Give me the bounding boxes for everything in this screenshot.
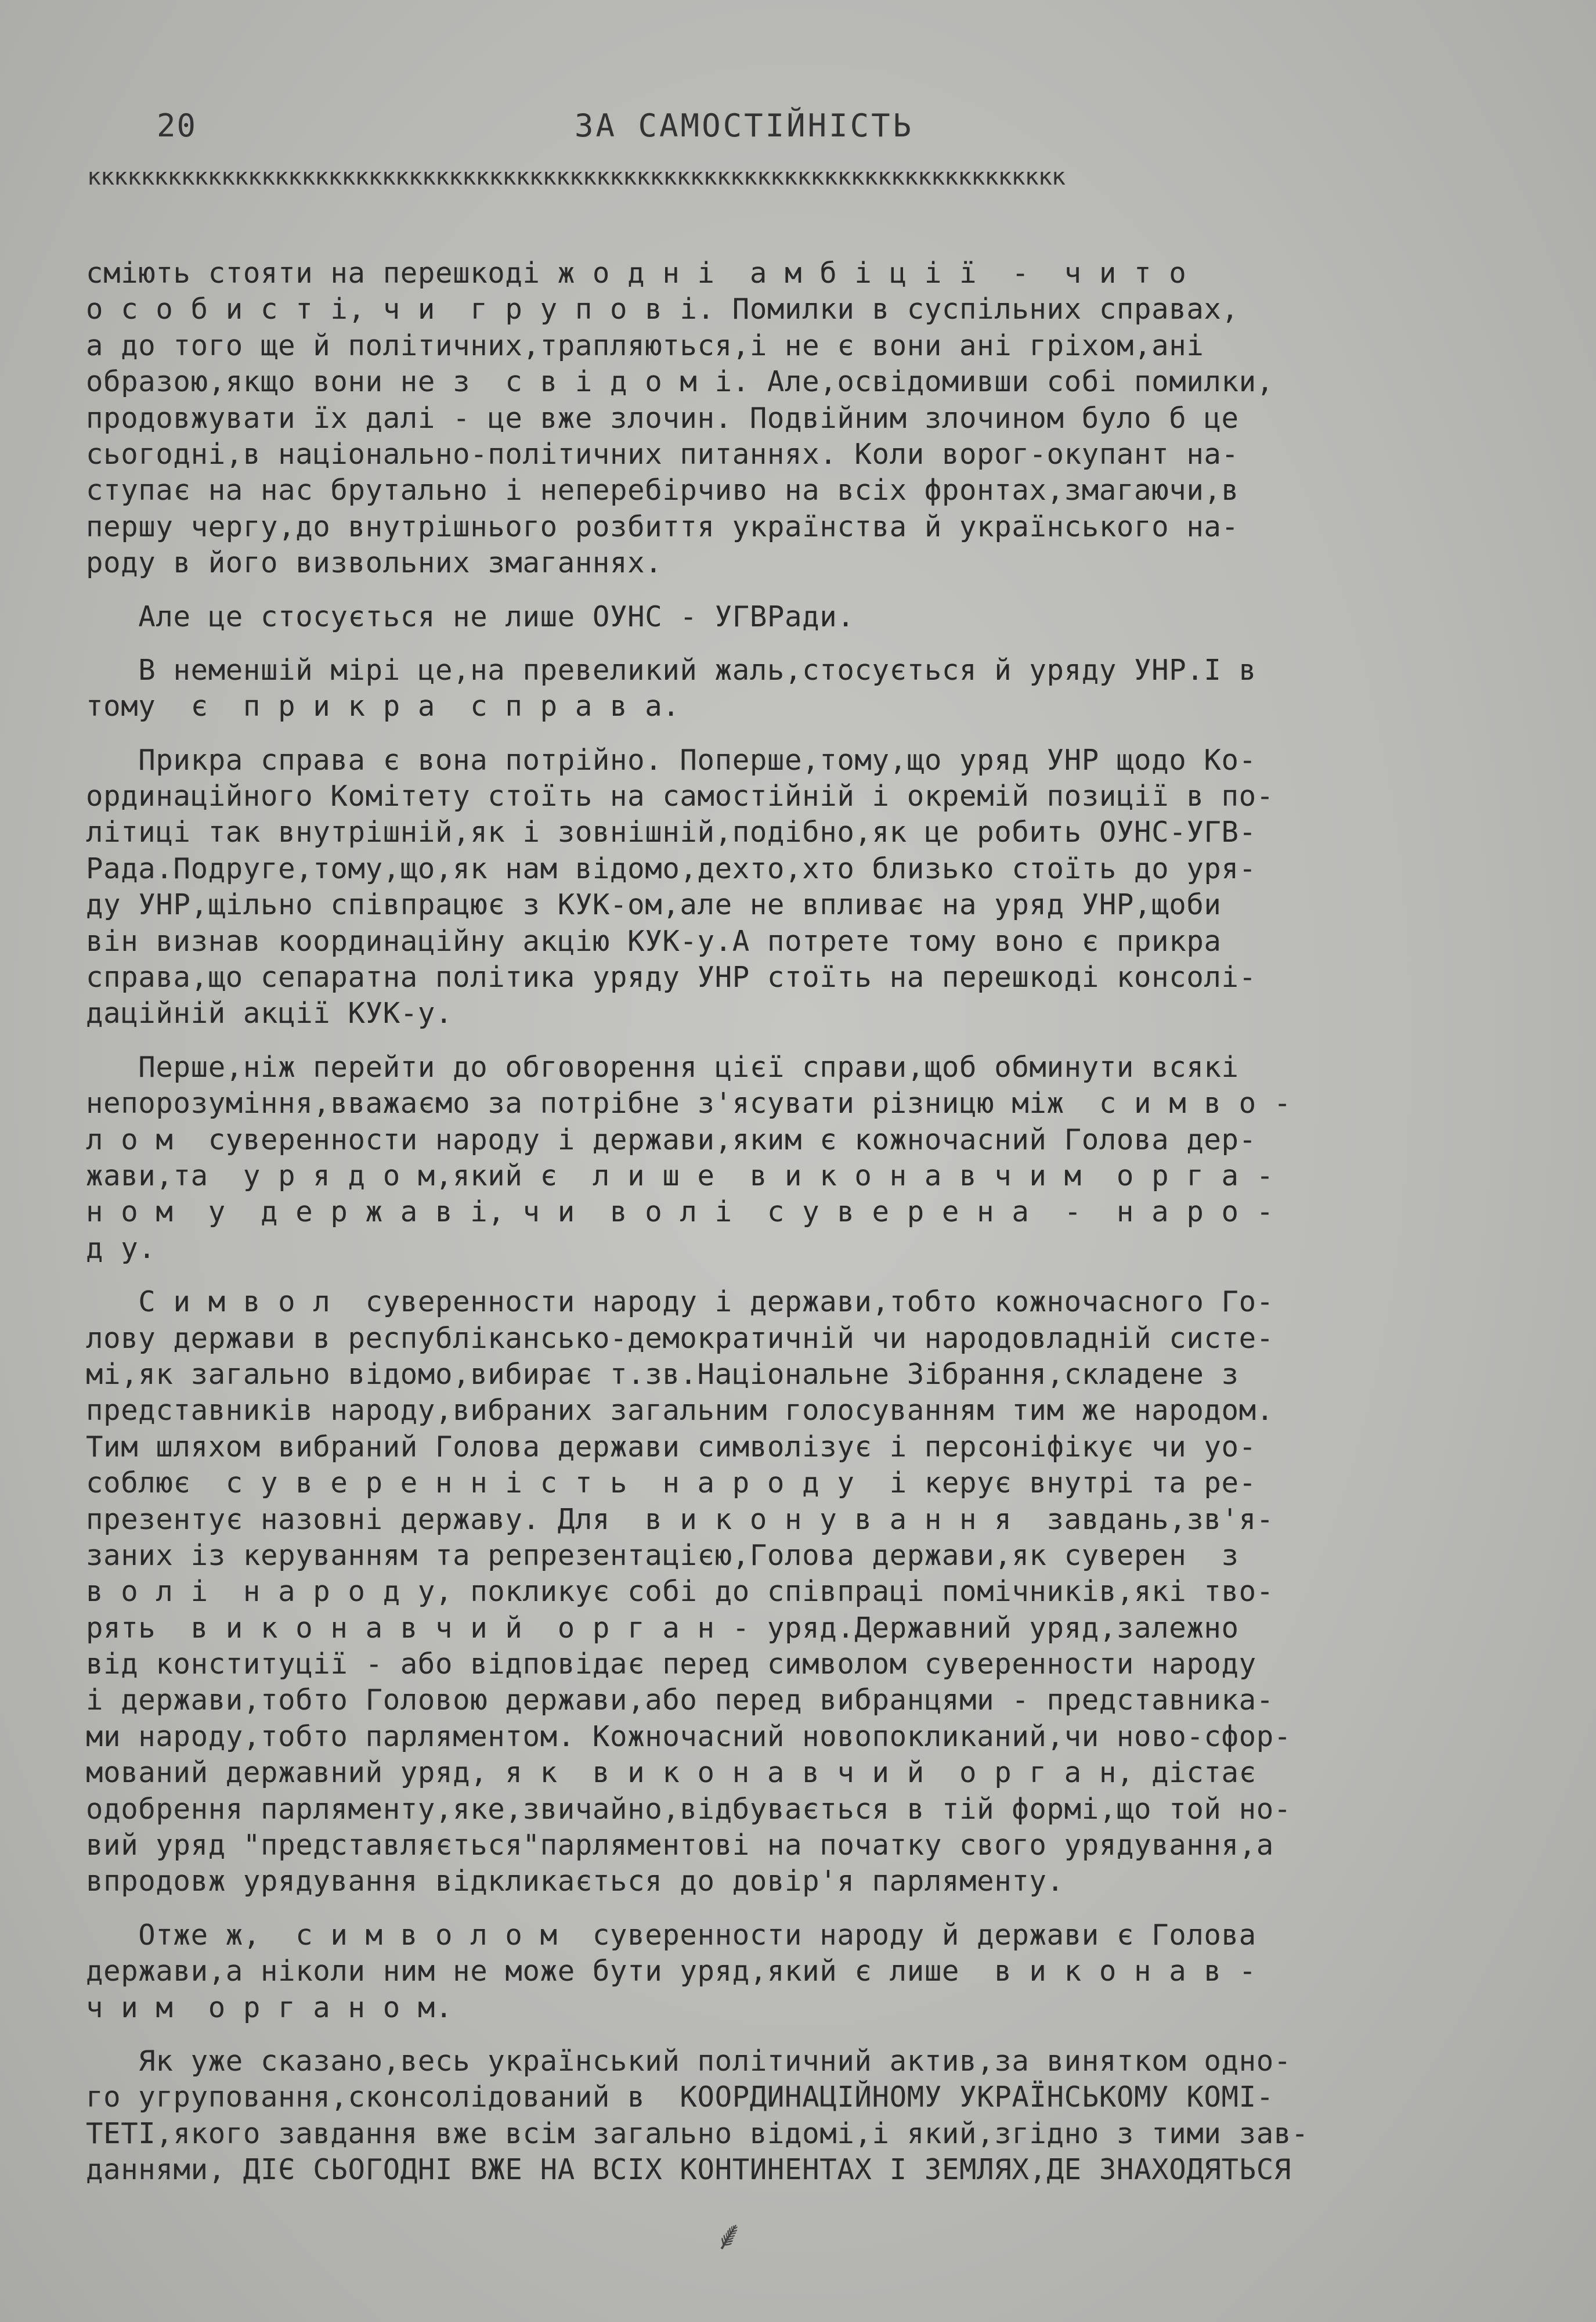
text-line: Прикра справа є вона потрійно. Поперше,тому,що уряд УНР щодо Ко- xyxy=(86,743,1256,777)
text-line: одобрення парляменту,яке,звичайно,відбувається в тій формі,що той но- xyxy=(86,1792,1291,1826)
text-line: впродовж урядування відкликається до довір'я парляменту. xyxy=(86,1865,1064,1898)
page-header xyxy=(157,107,1486,154)
text-line: жави,та у р я д о м,який є л и ш е в и к о н а в ч и м о р г а - xyxy=(86,1159,1274,1192)
text-line: С и м в о л суверенности народу і держави,тобто кожночасного Го- xyxy=(86,1285,1274,1319)
text-line: Тим шляхом вибраний Голова держави символізує і персоніфікує чи уо- xyxy=(86,1430,1256,1463)
paragraph-gap xyxy=(86,2026,1525,2043)
text-line: мі,як загально відомо,вибирає т.зв.Національне Зібрання,складене з xyxy=(86,1357,1239,1391)
text-line: ТЕТІ,якого завдання вже всім загально відомі,і який,згідно з тими зав- xyxy=(86,2117,1309,2150)
text-line: від конституції - або відповідає перед символом суверенности народу xyxy=(86,1647,1256,1681)
text-line: сміють стояти на перешкоді ж о д н і а м б і ц і ї - ч и т о xyxy=(86,257,1187,290)
text-line: даційній акції КУК-у. xyxy=(86,997,453,1030)
text-line: го угруповання,сконсолідований в КООРДИНАЦІЙНОМУ УКРАЇНСЬКОМУ КОМІ- xyxy=(86,2081,1274,2114)
page-number: 20 xyxy=(157,107,197,144)
paragraph xyxy=(86,742,1525,1032)
text-line: тому є п р и к р а с п р а в а. xyxy=(86,690,680,723)
text-line: літиці так внутрішній,як і зовнішній,подібно,як це робить ОУНС-УГВ- xyxy=(86,816,1256,849)
paragraph-gap xyxy=(86,1032,1525,1050)
text-line: В неменшій мірі це,на превеликий жаль,стосується й уряду УНР.І в xyxy=(86,653,1256,687)
text-line: мований державний уряд, я к в и к о н а в ч и й о р г а н, дістає xyxy=(86,1756,1256,1790)
text-line: образою,якщо вони не з с в і д о м і. Але,освідомивши собі помилки, xyxy=(86,365,1274,399)
paragraph xyxy=(86,1917,1525,2026)
text-line: ду УНР,щільно співпрацює з КУК-ом,але не впливає на уряд УНР,щоби xyxy=(86,888,1222,922)
text-line: продовжувати їх далі - це вже злочин. Подвійним злочином було б це xyxy=(86,401,1239,435)
text-line: рять в и к о н а в ч и й о р г а н - уряд.Державний уряд,залежно xyxy=(86,1611,1239,1645)
text-line: Перше,ніж перейти до обговорення цієї справи,щоб обминути всякі xyxy=(86,1050,1239,1084)
text-line: справа,що сепаратна політика уряду УНР стоїть на перешкоді консолі- xyxy=(86,961,1256,994)
paragraph-gap xyxy=(86,1900,1525,1917)
text-line: а до того ще й політичних,трапляються,і не є вони ані гріхом,ані xyxy=(86,329,1204,362)
paragraph-gap xyxy=(86,635,1525,652)
text-line: Рада.Подруге,тому,що,як нам відомо,дехто,хто близько стоїть до уря- xyxy=(86,852,1256,885)
text-line: даннями, ДІЄ СЬОГОДНІ ВЖЕ НА ВСІХ КОНТИНЕНТАХ І ЗЕМЛЯХ,ДЕ ЗНАХОДЯТЬСЯ xyxy=(86,2153,1291,2187)
header-rule: ккккккккккккккккккккккккккккккккккккккккккккккккккккккккккккккккккккккккк xyxy=(87,164,1065,190)
text-line: ординаційного Комітету стоїть на самостійній і окремій позиції в по- xyxy=(86,780,1274,813)
paragraph xyxy=(86,2043,1525,2188)
text-line: сьогодні,в національно-політичних питаннях. Коли ворог-окупант на- xyxy=(86,437,1239,471)
text-line: Як уже сказано,весь український політичний актив,за винятком одно- xyxy=(86,2044,1291,2078)
text-line: Але це стосується не лише ОУНС - УГВРади. xyxy=(86,600,855,633)
text-line: першу чергу,до внутрішнього розбиття українства й українського на- xyxy=(86,510,1239,543)
text-line: і держави,тобто Головою держави,або перед вибранцями - представника- xyxy=(86,1683,1274,1717)
paragraph-gap xyxy=(86,725,1525,742)
text-line: держави,а ніколи ним не може бути уряд,який є лише в и к о н а в - xyxy=(86,1955,1256,1988)
text-line: Отже ж, с и м в о л о м суверенности народу й держави є Голова xyxy=(86,1918,1256,1952)
text-line: представників народу,вибраних загальним голосуванням тим же народом. xyxy=(86,1394,1274,1427)
text-line: непорозуміння,вважаємо за потрібне з'ясувати різницю між с и м в о - xyxy=(86,1087,1291,1120)
text-line: в о л і н а р о д у, покликує собі до співпраці помічників,які тво- xyxy=(86,1575,1274,1609)
text-line: лову держави в республіканськo-демократичній чи народовладній систе- xyxy=(86,1321,1274,1355)
ink-mark-icon: ⸙ xyxy=(714,2212,745,2259)
paragraph xyxy=(86,1284,1525,1900)
paragraph xyxy=(86,652,1525,725)
paragraph-gap xyxy=(86,1267,1525,1284)
paragraph xyxy=(86,1050,1525,1267)
text-line: презентує назовні державу. Для в и к о н у в а н н я завдань,зв'я- xyxy=(86,1502,1274,1536)
paragraph xyxy=(86,599,1525,635)
text-line: ступає на нас брутально і неперебірчиво на всіх фронтах,змагаючи,в xyxy=(86,474,1239,507)
text-line: роду в його визвольних змаганнях. xyxy=(86,546,663,580)
text-line: д у. xyxy=(86,1231,156,1265)
text-line: соблює с у в е р е н н і с т ь н а р о д у і керує внутрі та ре- xyxy=(86,1466,1256,1500)
text-line: заних із керуванням та репрезентацією,Голова держави,як суверен з xyxy=(86,1538,1239,1572)
text-line: л о м суверенности народу і держави,яким є кожночасний Голова дер- xyxy=(86,1123,1256,1156)
text-line: вий уряд "представляється"парляментові на початку свого урядування,а xyxy=(86,1829,1274,1862)
text-line: ми народу,тобто парляментом. Кожночасний новопокликаний,чи ново-сфор- xyxy=(86,1719,1291,1753)
text-line: він визнав координаційну акцію КУК-у.А потрете тому воно є прикра xyxy=(86,924,1222,958)
text-line: ч и м о р г а н о м. xyxy=(86,1991,453,2024)
paragraph xyxy=(86,255,1525,582)
text-line: о с о б и с т і, ч и г р у п о в і. Помилки в суспільних справах, xyxy=(86,293,1239,326)
paragraph-gap xyxy=(86,582,1525,599)
body-text xyxy=(86,255,1525,2188)
running-title: ЗА САМОСТІЙНІСТЬ xyxy=(575,107,914,144)
text-line: н о м у д е р ж а в і, ч и в о л і с у в е р е н а - н а р о - xyxy=(86,1195,1274,1229)
